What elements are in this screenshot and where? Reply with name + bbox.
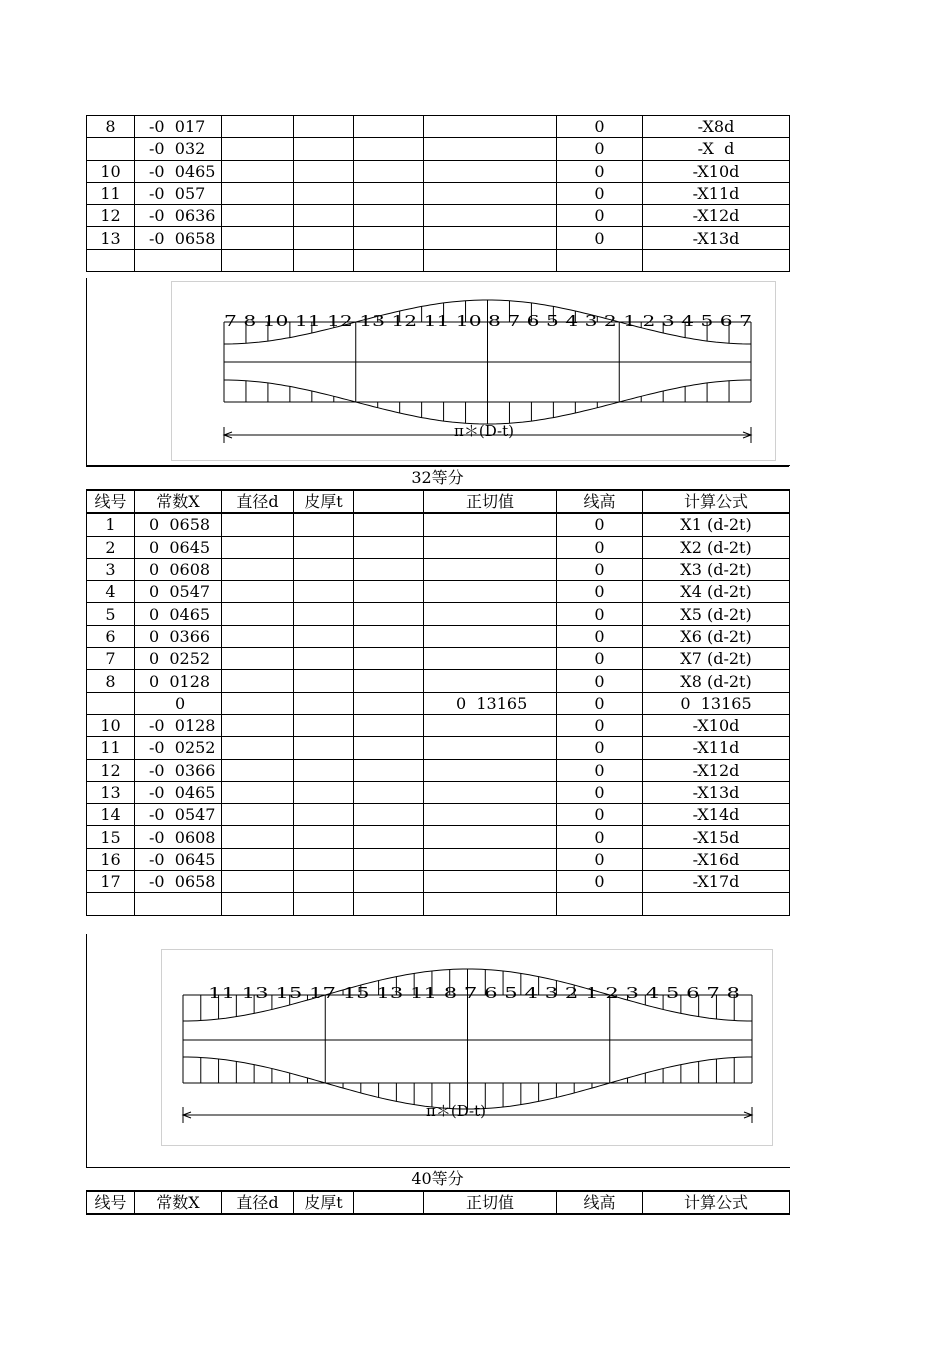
table-cell [222,227,294,249]
table-cell: X3 (d-2t) [643,558,790,580]
table-cell [424,205,557,227]
table-cell: 0 [557,625,643,647]
table-row [87,536,790,558]
table-cell [294,116,354,138]
table-cell: 0 0658 [135,513,222,536]
table-cell: 0 [557,513,643,536]
table-cell [222,116,294,138]
table-cell: -0 0636 [135,205,222,227]
table-cell: 0 [557,160,643,182]
table-cell [354,871,424,893]
table-cell [557,249,643,271]
table-cell [424,826,557,848]
table-row [87,205,790,227]
table-cell [294,536,354,558]
table-cell [222,848,294,870]
table-cell: -X12d [643,205,790,227]
table-cell: 0 [557,848,643,870]
table-cell: 0 13165 [643,692,790,714]
table-cell [222,871,294,893]
table-cell: -X13d [643,781,790,803]
table-cell: -X15d [643,826,790,848]
table-cell [354,558,424,580]
table-row [87,138,790,160]
table-row [87,759,790,781]
table-cell: -0 0252 [135,737,222,759]
table-cell [354,536,424,558]
table-cell: -0 0547 [135,804,222,826]
table-cell: 0 0645 [135,536,222,558]
table-cell: 计算公式 [643,1191,790,1214]
table-cell [222,714,294,736]
table-cell [294,160,354,182]
table-row [87,692,790,714]
table-cell [424,804,557,826]
table-cell [354,160,424,182]
table-cell: -0 032 [135,138,222,160]
table-cell [354,1191,424,1214]
diagram-1-svg [172,282,775,460]
table-row [87,826,790,848]
table-cell [424,227,557,249]
table-cell [354,848,424,870]
table-cell [354,138,424,160]
table-cell: 线高 [557,1191,643,1214]
table-cell: 6 [87,625,135,647]
table-cell [294,714,354,736]
table-cell [354,227,424,249]
table-1-body [87,116,790,272]
table-cell: 正切值 [424,490,557,513]
table-cell: 5 [87,603,135,625]
table-cell [222,826,294,848]
table-cell [354,249,424,271]
table-cell [424,249,557,271]
table-row [87,714,790,736]
table-cell [222,581,294,603]
table-cell [354,893,424,915]
diagram-2-box [161,949,773,1146]
table-cell: 0 [557,670,643,692]
table-cell: X2 (d-2t) [643,536,790,558]
table-cell: 13 [87,781,135,803]
table-cell: -0 0658 [135,871,222,893]
table-cell: 0 0608 [135,558,222,580]
table-cell: 线号 [87,1191,135,1214]
table-header-row [87,1191,790,1214]
table-cell [354,670,424,692]
table-cell: X4 (d-2t) [643,581,790,603]
table-1 [86,115,790,272]
table-cell: 1 [87,513,135,536]
table-cell: 11 [87,182,135,204]
table-cell [222,182,294,204]
table-cell [294,138,354,160]
table-cell [222,558,294,580]
table-cell [354,714,424,736]
table-cell [294,737,354,759]
table-cell: 0 [557,558,643,580]
table-cell: 0 [557,581,643,603]
table-row [87,160,790,182]
table-cell [354,603,424,625]
table-cell [294,692,354,714]
table-cell: -X17d [643,871,790,893]
table-cell: -0 0128 [135,714,222,736]
table-3-body [87,1191,790,1214]
table-cell: 0 [557,781,643,803]
table-row [87,670,790,692]
table-cell [294,848,354,870]
table-cell [294,513,354,536]
table-cell: 0 [557,648,643,670]
diagram-1-labels: 7 8 10 11 12 13 12 11 10 8 7 6 5 4 3 2 1 2 3 4 5 6 7 [224,312,752,330]
table-cell [424,714,557,736]
table-2 [86,489,790,916]
table-cell [354,737,424,759]
table-cell: -0 0366 [135,759,222,781]
table-cell: -X14d [643,804,790,826]
table-cell: 15 [87,826,135,848]
table-cell: -X13d [643,227,790,249]
table-cell [354,116,424,138]
table-row [87,603,790,625]
table-cell: 16 [87,848,135,870]
table-cell [424,182,557,204]
table-cell [643,249,790,271]
diagram-2-labels: 11 13 15 17 15 13 11 8 7 6 5 4 3 2 1 2 3 4 5 6 7 8 [208,984,740,1002]
table-cell [354,625,424,647]
table-cell [424,759,557,781]
table-cell: 13 [87,227,135,249]
table-cell [294,826,354,848]
table-row [87,871,790,893]
table-cell [354,513,424,536]
table-cell: 0 [557,871,643,893]
table-cell: 0 [557,227,643,249]
table-cell: 0 [557,692,643,714]
table-cell: 正切值 [424,1191,557,1214]
table-cell [87,249,135,271]
table-cell: -X10d [643,160,790,182]
table-cell [87,893,135,915]
table-cell [294,648,354,670]
table-row [87,625,790,647]
diagram-2-dimension: π＊(D-t) [426,1102,486,1120]
table-cell: 常数X [135,490,222,513]
table-cell [424,558,557,580]
table-cell [135,893,222,915]
table-cell: -X8d [643,116,790,138]
table-cell [424,116,557,138]
table-cell: 皮厚t [294,490,354,513]
table-cell [354,182,424,204]
diagram-1-dimension: π＊(D-t) [454,422,514,440]
table-cell [424,513,557,536]
table-cell [643,893,790,915]
table-cell [354,581,424,603]
table-cell [222,536,294,558]
table-cell [294,227,354,249]
table-cell: 0 0465 [135,603,222,625]
table-cell: 0 [557,603,643,625]
table-cell: 14 [87,804,135,826]
table-cell: -0 0645 [135,848,222,870]
table-cell: 12 [87,205,135,227]
table-cell [294,603,354,625]
table-cell: X6 (d-2t) [643,625,790,647]
table-row [87,116,790,138]
table-row [87,893,790,915]
table-cell [354,648,424,670]
table-cell [424,581,557,603]
table-cell: 常数X [135,1191,222,1214]
table-row [87,182,790,204]
table-3 [86,1190,790,1215]
table-row [87,804,790,826]
table-cell [424,848,557,870]
table-cell: -0 0608 [135,826,222,848]
table-cell [222,205,294,227]
table-cell [222,737,294,759]
table-cell: 皮厚t [294,1191,354,1214]
table-cell [222,759,294,781]
section-2-title: 32等分 [86,466,789,491]
table-cell: 12 [87,759,135,781]
table-cell [294,759,354,781]
table-cell: -0 0465 [135,781,222,803]
diagram-2-svg [162,950,772,1145]
table-cell [222,670,294,692]
table-cell: 7 [87,648,135,670]
table-cell [222,160,294,182]
table-cell: 计算公式 [643,490,790,513]
table-cell [294,804,354,826]
table-cell [354,205,424,227]
table-cell: -0 0658 [135,227,222,249]
table-cell: 0 13165 [424,692,557,714]
table-cell: 4 [87,581,135,603]
table-row [87,648,790,670]
table-cell: X1 (d-2t) [643,513,790,536]
table-cell: -X d [643,138,790,160]
diagram-1-box [171,281,776,461]
table-row [87,781,790,803]
table-cell [294,871,354,893]
table-cell: 10 [87,714,135,736]
table-row [87,227,790,249]
table-cell [222,249,294,271]
table-row [87,581,790,603]
table-cell: 11 [87,737,135,759]
table-cell: 8 [87,670,135,692]
table-cell [354,826,424,848]
table-cell: X8 (d-2t) [643,670,790,692]
table-cell [424,871,557,893]
table-cell [294,781,354,803]
table-cell [354,490,424,513]
table-row [87,513,790,536]
table-cell: X7 (d-2t) [643,648,790,670]
table-cell: 0 [557,804,643,826]
table-cell [424,781,557,803]
table-cell: -0 057 [135,182,222,204]
table-cell: 0 0547 [135,581,222,603]
table-cell: 0 [557,737,643,759]
table-cell: 10 [87,160,135,182]
table-cell: 0 [557,116,643,138]
table-cell [354,692,424,714]
table-cell [222,138,294,160]
table-cell: 0 0128 [135,670,222,692]
table-cell [222,625,294,647]
table-cell: -X11d [643,182,790,204]
table-cell [294,670,354,692]
table-cell [424,138,557,160]
table-cell [424,737,557,759]
table-cell [222,893,294,915]
table-cell: 0 [557,826,643,848]
table-cell [354,781,424,803]
table-cell [222,603,294,625]
table-cell: -X10d [643,714,790,736]
table-cell [294,558,354,580]
table-cell [294,581,354,603]
table-cell: X5 (d-2t) [643,603,790,625]
table-cell [87,692,135,714]
table-cell [87,138,135,160]
table-cell [424,603,557,625]
table-cell: 线高 [557,490,643,513]
table-cell [424,893,557,915]
table-cell [294,249,354,271]
table-row [87,558,790,580]
table-cell [222,692,294,714]
table-cell: 直径d [222,490,294,513]
table-cell: 0 0252 [135,648,222,670]
table-cell: -X11d [643,737,790,759]
table-2-body [87,490,790,915]
table-cell [557,893,643,915]
table-cell: 线号 [87,490,135,513]
table-cell: 8 [87,116,135,138]
table-row [87,249,790,271]
table-cell [424,625,557,647]
table-cell: 0 [557,536,643,558]
table-cell [222,513,294,536]
table-cell [424,648,557,670]
table-cell: 0 [557,759,643,781]
table-cell: 0 0366 [135,625,222,647]
table-cell: 3 [87,558,135,580]
table-cell [424,670,557,692]
table-cell [294,625,354,647]
table-cell: 0 [557,714,643,736]
table-cell: 0 [135,692,222,714]
table-cell: 直径d [222,1191,294,1214]
table-cell [354,804,424,826]
table-cell: -0 0465 [135,160,222,182]
table-cell [294,893,354,915]
table-cell [222,781,294,803]
table-cell [222,804,294,826]
table-cell [354,759,424,781]
table-cell [424,536,557,558]
table-cell: 0 [557,138,643,160]
table-header-row [87,490,790,513]
table-cell: 0 [557,205,643,227]
table-cell [294,205,354,227]
table-cell [294,182,354,204]
table-row [87,737,790,759]
table-cell [424,160,557,182]
table-cell: -0 017 [135,116,222,138]
table-row [87,848,790,870]
section-3-title: 40等分 [86,1167,789,1192]
table-cell: 17 [87,871,135,893]
table-cell: 0 [557,182,643,204]
table-cell: -X12d [643,759,790,781]
table-cell [135,249,222,271]
table-cell: -X16d [643,848,790,870]
table-cell: 2 [87,536,135,558]
table-cell [222,648,294,670]
